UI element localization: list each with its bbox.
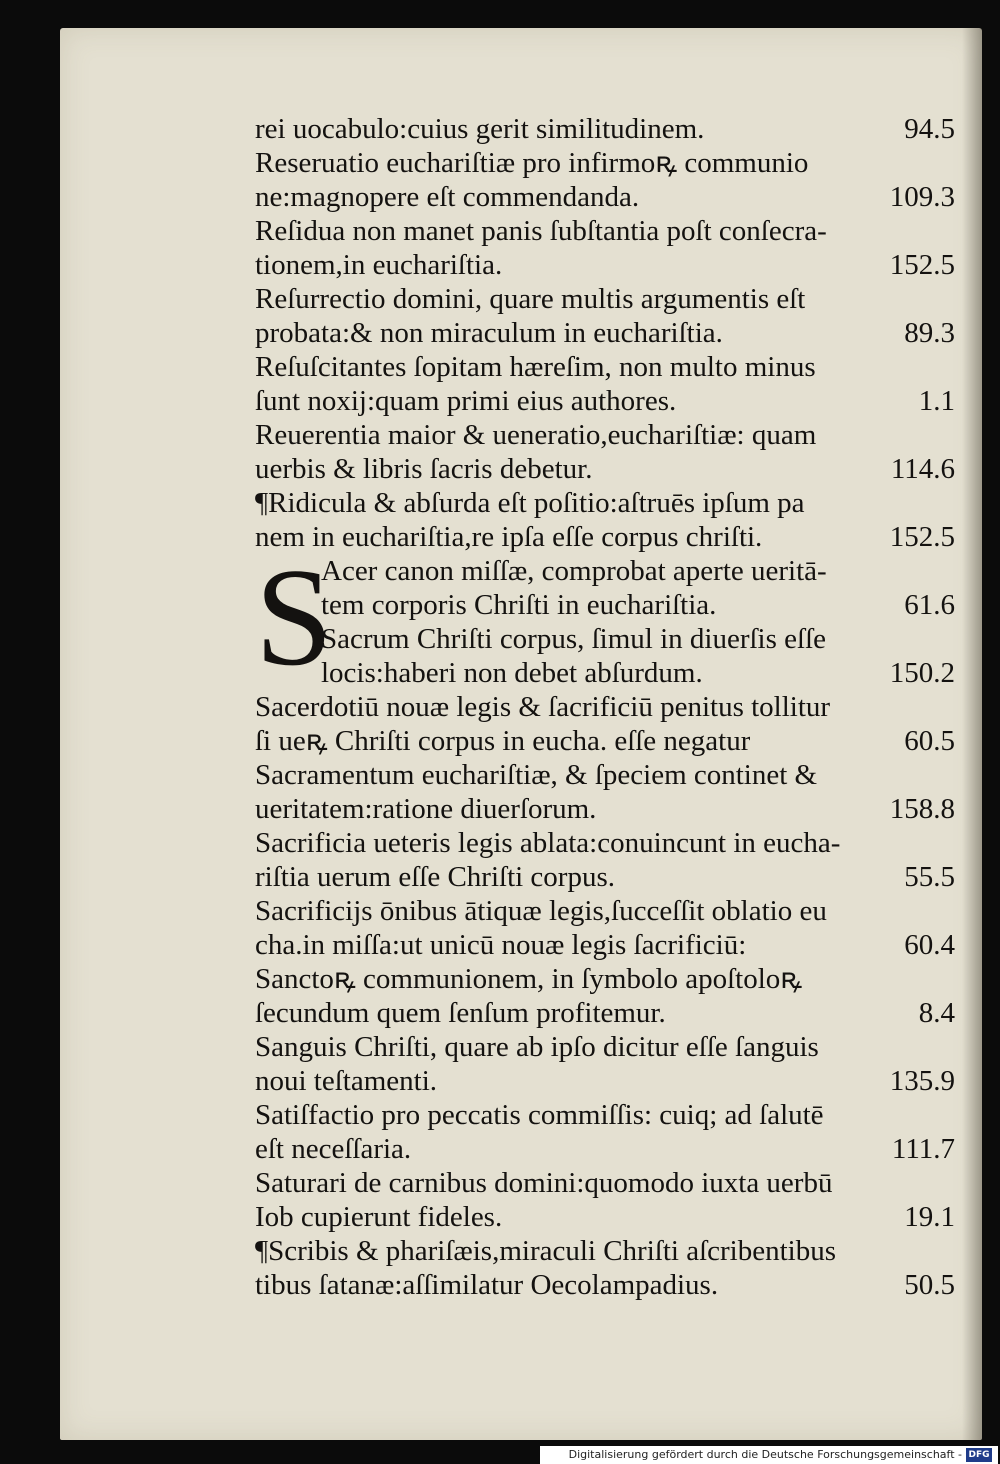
- index-line-text: locis:haberi non debet abſurdum.: [321, 657, 703, 689]
- index-line: [255, 180, 955, 214]
- index-entries-top: [255, 112, 955, 554]
- index-line: [255, 792, 955, 826]
- index-line-text: Reſidua non manet panis ſubſtantia poſt conſecra-: [255, 215, 827, 247]
- index-page-ref: 158.8: [889, 793, 955, 825]
- index-line: [255, 826, 955, 860]
- index-line: [255, 928, 955, 962]
- index-line-text: ¶Ridicula & abſurda eſt poſitio:aſtruēs ipſum pa: [255, 487, 805, 519]
- index-line: [255, 724, 955, 758]
- index-entries-dropcap: [321, 554, 955, 690]
- index-line: [255, 860, 955, 894]
- index-page-ref: 111.7: [891, 1133, 955, 1165]
- index-line-text: Reseruatio euchariſtiæ pro infirmoꝶ communio: [255, 147, 809, 179]
- index-line-text: Sanctoꝶ communionem, in ſymbolo apoſtoloꝶ: [255, 963, 803, 995]
- index-page-ref: 8.4: [918, 997, 955, 1029]
- index-line-text: cha.in miſſa:ut unicū nouæ legis ſacrificiū:: [255, 929, 747, 961]
- index-line-text: ne:magnopere eſt commendanda.: [255, 181, 640, 213]
- index-line-text: ¶Scribis & phariſæis,miraculi Chriſti aſcribentibus: [255, 1235, 836, 1267]
- index-page-ref: 1.1: [918, 385, 955, 417]
- index-line-text: eſt neceſſaria.: [255, 1133, 412, 1165]
- index-line-text: nem in euchariſtia,re ipſa eſſe corpus chriſti.: [255, 521, 763, 553]
- index-line-text: Reſurrectio domini, quare multis argumentis eſt: [255, 283, 806, 315]
- index-line: [255, 996, 955, 1030]
- index-line-text: probata:& non miraculum in euchariſtia.: [255, 317, 723, 349]
- index-page-ref: 135.9: [889, 1065, 955, 1097]
- index-page-ref: 19.1: [904, 1201, 955, 1233]
- index-line-text: tibus ſatanæ:aſſimilatur Oecolampadius.: [255, 1269, 719, 1301]
- index-line-text: Satiſfactio pro peccatis commiſſis: cuiq; ad ſalutē: [255, 1099, 824, 1131]
- dfg-logo: DFG: [966, 1448, 992, 1462]
- index-line-text: Saturari de carnibus domini:quomodo iuxta uerbū: [255, 1167, 833, 1199]
- index-line-text: rei uocabulo:cuius gerit similitudinem.: [255, 113, 705, 145]
- index-line-text: noui teſtamenti.: [255, 1065, 438, 1097]
- index-line: [255, 894, 955, 928]
- index-page-ref: 152.5: [889, 249, 955, 281]
- index-line: [255, 758, 955, 792]
- book-page: [60, 28, 982, 1440]
- index-page-ref: 60.5: [904, 725, 955, 757]
- dropcap-section: [255, 540, 955, 695]
- index-page-ref: 114.6: [890, 453, 955, 485]
- index-line: [255, 248, 955, 282]
- index-line-text: Reſuſcitantes ſopitam hæreſim, non multo minus: [255, 351, 816, 383]
- index-line: [255, 1064, 955, 1098]
- index-line-text: Sacramentum euchariſtiæ, & ſpeciem continet &: [255, 759, 818, 791]
- index-line-text: ſecundum quem ſenſum profitemur.: [255, 997, 666, 1029]
- index-line-text: riſtia uerum eſſe Chriſti corpus.: [255, 861, 615, 893]
- index-text-block: [255, 112, 955, 1302]
- index-line: [255, 112, 955, 146]
- digitization-credit: [540, 1446, 998, 1464]
- index-page-ref: 50.5: [904, 1269, 955, 1301]
- index-line-text: Sanguis Chriſti, quare ab ipſo dicitur eſſe ſanguis: [255, 1031, 819, 1063]
- index-line: [255, 1234, 955, 1268]
- index-line-text: Sacrum Chriſti corpus, ſimul in diuerſis eſſe: [321, 623, 827, 655]
- page-gutter-shadow: [962, 28, 982, 1440]
- index-line: [255, 1200, 955, 1234]
- index-line-text: uerbis & libris ſacris debetur.: [255, 453, 593, 485]
- index-line-text: tem corporis Chriſti in euchariſtia.: [321, 589, 717, 621]
- index-line-text: Iob cupierunt fideles.: [255, 1201, 503, 1233]
- index-line: [255, 146, 955, 180]
- index-line: [321, 588, 955, 622]
- index-page-ref: 60.4: [904, 929, 955, 961]
- index-entries-bottom: [255, 690, 955, 1302]
- index-page-ref: 152.5: [889, 521, 955, 553]
- index-line: [255, 214, 955, 248]
- index-page-ref: 89.3: [904, 317, 955, 349]
- index-line: [255, 384, 955, 418]
- index-line-text: Sacrificia ueteris legis ablata:conuincunt in eucha-: [255, 827, 841, 859]
- index-line-text: ſi ueꝶ Chriſti corpus in eucha. eſſe negatur: [255, 725, 751, 757]
- index-page-ref: 61.6: [904, 589, 955, 621]
- index-line-text: tionem,in euchariſtia.: [255, 249, 503, 281]
- index-line-text: Reuerentia maior & ueneratio,euchariſtiæ: quam: [255, 419, 817, 451]
- index-line-text: ſunt noxij:quam primi eius authores.: [255, 385, 677, 417]
- index-line: [255, 1166, 955, 1200]
- index-line: [255, 1030, 955, 1064]
- index-line: [255, 1098, 955, 1132]
- index-line: [255, 452, 955, 486]
- index-line: [255, 1268, 955, 1302]
- index-page-ref: 55.5: [904, 861, 955, 893]
- dropcap-letter: S: [255, 540, 333, 695]
- index-line: [321, 622, 955, 656]
- index-line-text: Sacerdotiū nouæ legis & ſacrificiū penitus tollitur: [255, 691, 831, 723]
- index-line: [255, 486, 955, 520]
- index-page-ref: 94.5: [904, 113, 955, 145]
- index-line-text: Acer canon miſſæ, comprobat aperte ueritā-: [321, 555, 827, 587]
- index-line: [255, 962, 955, 996]
- index-line: [255, 418, 955, 452]
- index-page-ref: 109.3: [889, 181, 955, 213]
- index-page-ref: 150.2: [889, 657, 955, 689]
- index-line: [255, 690, 955, 724]
- index-line-text: Sacrificijs ōnibus ātiquæ legis,ſucceſſit oblatio eu: [255, 895, 827, 927]
- index-line: [321, 554, 955, 588]
- index-line-text: ueritatem:ratione diuerſorum.: [255, 793, 597, 825]
- index-line: [255, 520, 955, 554]
- index-line: [255, 316, 955, 350]
- index-line: [255, 350, 955, 384]
- index-line: [255, 1132, 955, 1166]
- credit-text: Digitalisierung gefördert durch die Deutsche Forschungsgemeinschaft -: [568, 1448, 962, 1461]
- index-line: [321, 656, 955, 690]
- index-line: [255, 282, 955, 316]
